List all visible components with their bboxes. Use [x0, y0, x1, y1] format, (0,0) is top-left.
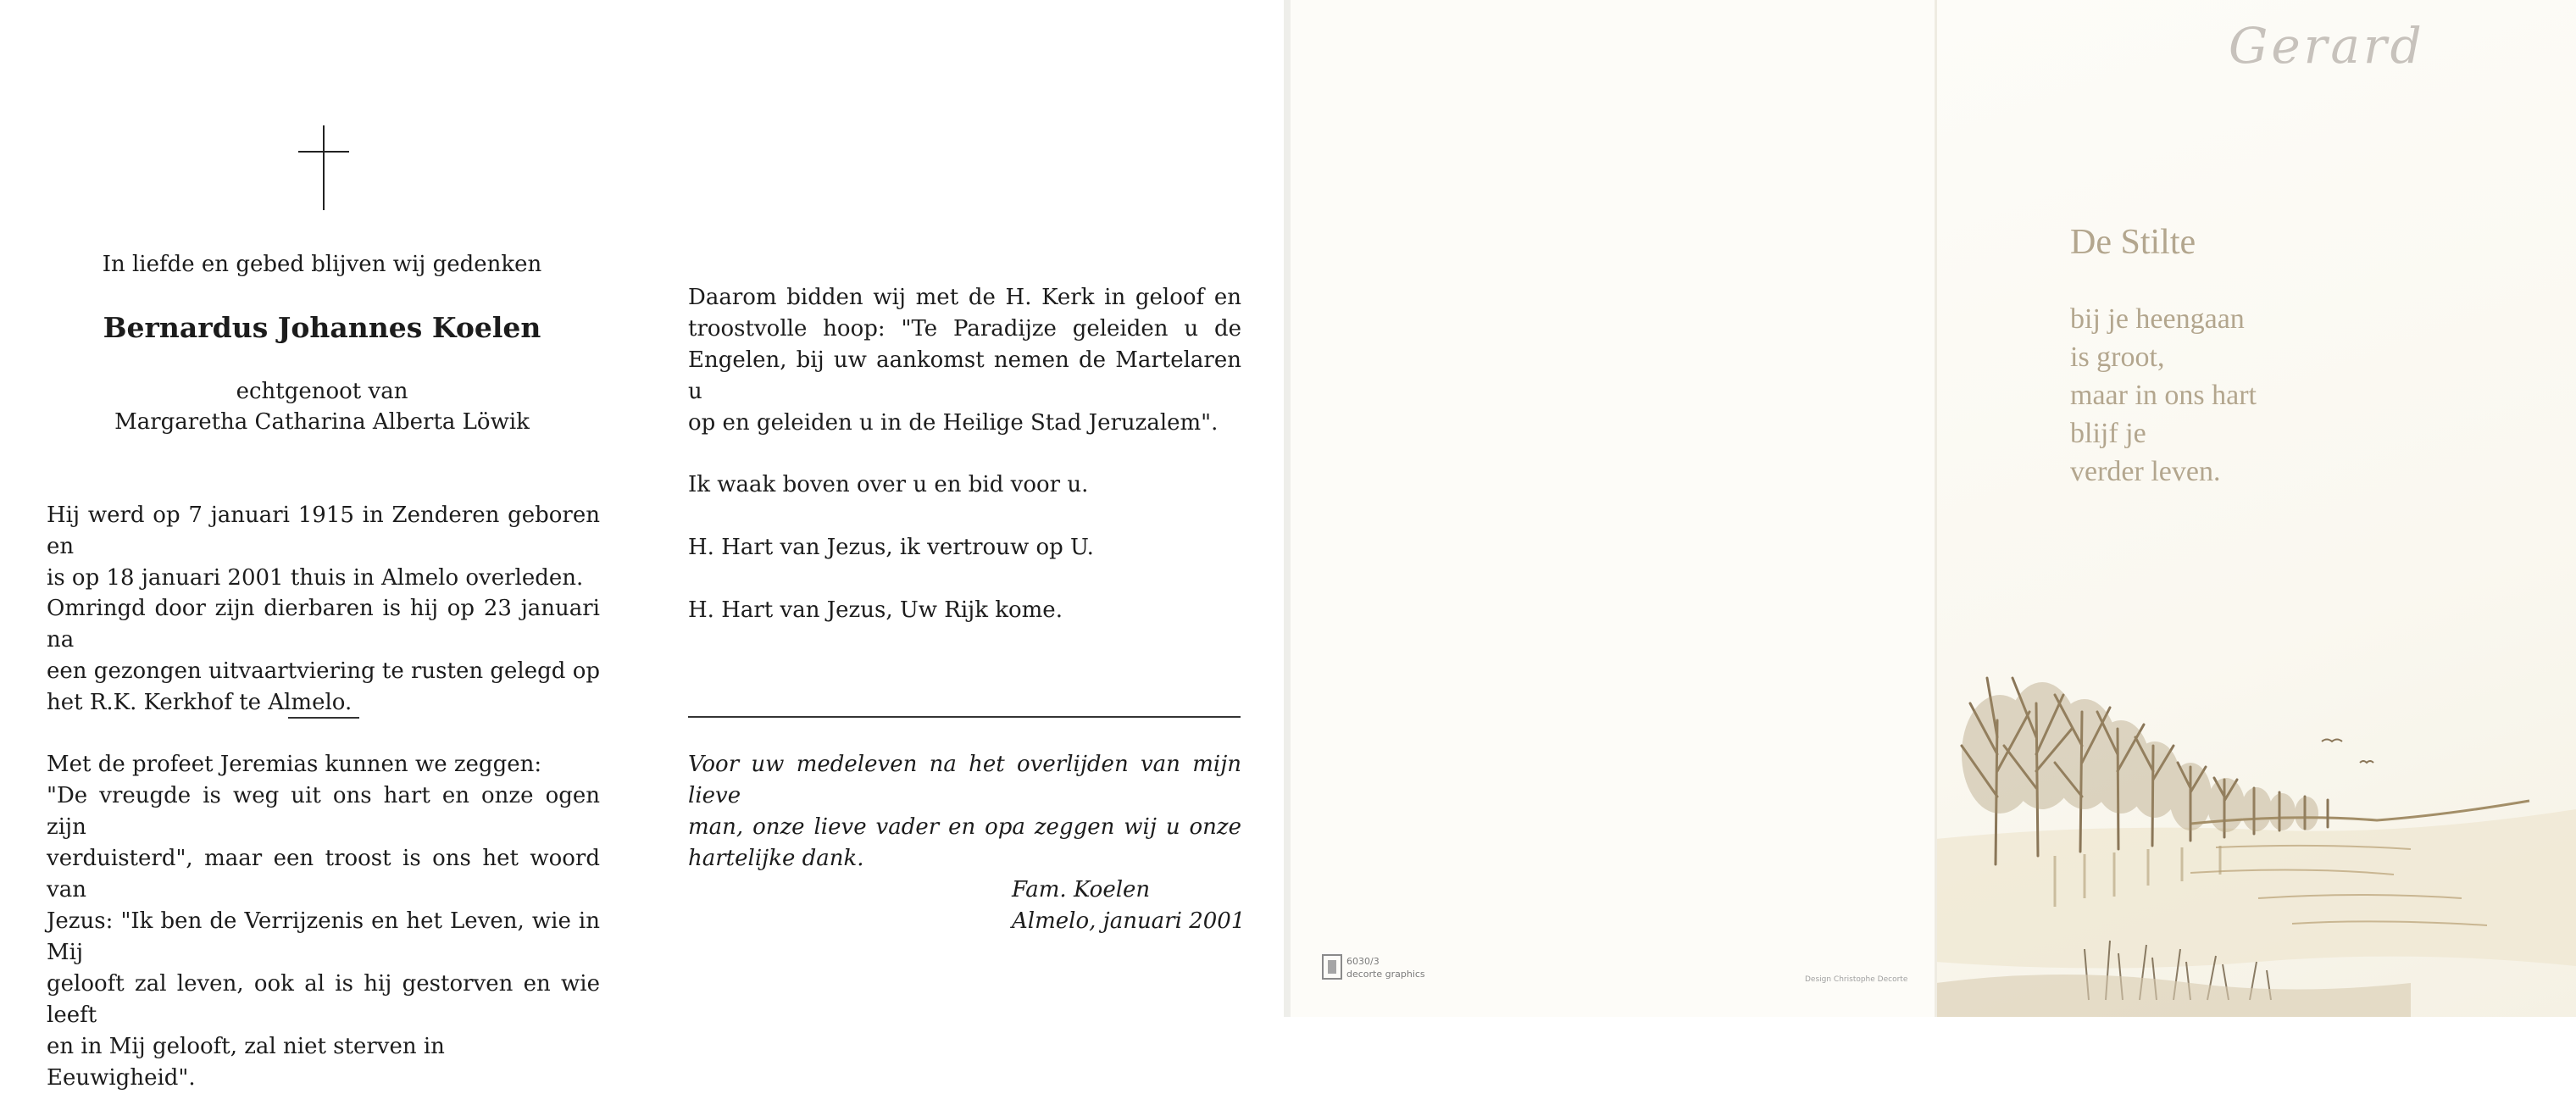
prayer-paragraph [688, 282, 1241, 439]
thanks-line: man, onze lieve vader en opa zeggen wij u onze [688, 814, 1241, 840]
prayer-line: Daarom bidden wij met de H. Kerk in geloof en [688, 285, 1241, 310]
birth-paragraph [47, 500, 600, 594]
jeremias-line: gelooft zal leven, ook al is hij gestorven en wie leeft [47, 971, 600, 1028]
spouse-name: Margaretha Catharina Alberta Löwik [114, 409, 530, 435]
poem-title: De Stilte [2070, 223, 2196, 262]
jeremias-line: Met de profeet Jeremias kunnen we zeggen: [47, 752, 542, 777]
publisher-name: decorte graphics [1346, 969, 1425, 980]
cross-icon [298, 125, 349, 210]
back-cover [1291, 0, 1936, 1017]
heart-line-1: H. Hart van Jezus, ik vertrouw op U. [688, 535, 1094, 560]
poem-line: is groot, [2070, 342, 2165, 373]
funeral-line: Omringd door zijn dierbaren is hij op 23 januari na [47, 596, 600, 653]
design-credit: Design Christophe Decorte [1805, 975, 1908, 984]
short-divider [288, 717, 359, 719]
funeral-paragraph [47, 593, 600, 719]
scan-gap [1284, 0, 1291, 1017]
poem-body [2070, 300, 2257, 491]
place-date: Almelo, januari 2001 [1012, 908, 1246, 934]
spouse-label: echtgenoot van [236, 379, 408, 404]
front-cover [1805, 0, 2576, 1017]
thanks-line: hartelijke dank. [688, 846, 864, 871]
handwritten-name: Gerard [2229, 17, 2425, 75]
deceased-name: Bernardus Johannes Koelen [103, 311, 541, 344]
jeremias-line: en in Mij gelooft, zal niet sterven in Eeuwigheid". [47, 1034, 445, 1091]
landscape-illustration [1936, 627, 2576, 1017]
intro-text: In liefde en gebed blijven wij gedenken [102, 252, 542, 277]
prayer-line: Engelen, bij uw aankomst nemen de Martelaren u [688, 347, 1241, 404]
birth-line: is op 18 januari 2001 thuis in Almelo overleden. [47, 565, 584, 591]
prayer-line: op en geleiden u in de Heilige Stad Jeruzalem". [688, 410, 1219, 436]
inside-spread [0, 0, 1284, 1091]
funeral-line: het R.K. Kerkhof te Almelo. [47, 690, 353, 715]
prayer-line: troostvolle hoop: "Te Paradijze geleiden u de [688, 316, 1241, 342]
poem-line: verder leven. [2070, 456, 2221, 487]
poem-line: maar in ons hart [2070, 380, 2257, 411]
poem-line: bij je heengaan [2070, 303, 2245, 335]
fold-line [1935, 0, 1937, 1017]
jeremias-paragraph [47, 749, 600, 1094]
thanks-line: Voor uw medeleven na het overlijden van mijn lieve [688, 752, 1241, 808]
jeremias-line: Jezus: "Ik ben de Verrijzenis en het Leven, wie in Mij [47, 908, 600, 965]
jeremias-line: "De vreugde is weg uit ons hart en onze ogen zijn [47, 783, 600, 840]
funeral-line: een gezongen uitvaartviering te rusten gelegd op [47, 658, 600, 684]
product-code: 6030/3 [1346, 956, 1380, 967]
poem-line: blijf je [2070, 418, 2146, 449]
family-signature: Fam. Koelen [1012, 877, 1151, 902]
thanks-paragraph [688, 749, 1241, 875]
long-divider [688, 716, 1241, 718]
heart-line-2: H. Hart van Jezus, Uw Rijk kome. [688, 597, 1063, 623]
publisher-logo-icon [1322, 954, 1342, 980]
watch-line: Ik waak boven over u en bid voor u. [688, 472, 1089, 497]
birth-line: Hij werd op 7 januari 1915 in Zenderen geboren en [47, 503, 600, 559]
jeremias-line: verduisterd", maar een troost is ons het woord van [47, 846, 600, 902]
